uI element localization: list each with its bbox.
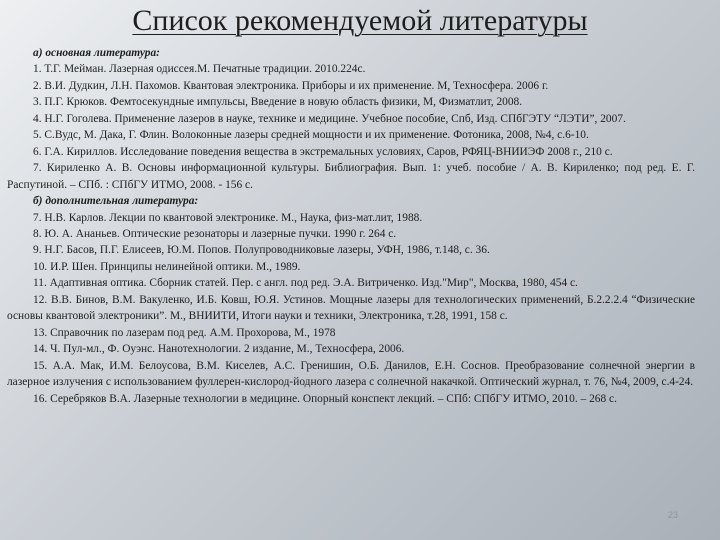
list-item: 16. Серебряков В.А. Лазерные технологии в медицине. Опорный конспект лекций. – СПб: СПбГУ ИТМО, 2010. – 268 с.: [33, 392, 617, 405]
list-item: 11. Адаптивная оптика. Сборник статей. Пер. с англ. под ред. Э.А. Витриченко. Изд."Мир", Москва, 1980, 454 с.: [33, 277, 578, 290]
reference-list: [7, 45, 695, 407]
list-item: 14. Ч. Пул-мл., Ф. Оуэнс. Нанотехнологии. 2 издание, М., Техносфера, 2006.: [33, 343, 405, 356]
list-item: 5. С.Вудс, М. Дака, Г. Флин. Волоконные лазеры средней мощности и их применение. Фотоника, 2008, №4, с.6-10.: [33, 129, 589, 142]
list-item: 12. В.В. Бинов, В.М. Вакуленко, И.Б. Ковш, Ю.Я. Устинов. Мощные лазеры для технологических применений, Б.2.2.2.4 “Физические основы квантовой электроники”. М., ВНИИТИ, Итоги науки и техники, Электроника, т.28, 1991, 158 с.: [7, 293, 695, 323]
list-item: 1. Т.Г. Мейман. Лазерная одиссея.М. Печатные традиции. 2010.224с.: [33, 63, 366, 76]
list-item: 7. Кириленко А. В. Основы информационной культуры. Библиография. Вып. 1: учеб. пособие / А. В. Кириленко; под ред. Е. Г. Распутиной. – СПб. : СПбГУ ИТМО, 2008. - 156 с.: [7, 162, 695, 191]
extra-literature-list: [7, 210, 695, 407]
list-item: 15. А.А. Мак, И.М. Белоусова, В.М. Киселев, А.С. Гренишин, О.Б. Данилов, Е.Н. Соснов. Преобразование солнечной энергии в лазерное излучения с использованием фуллерен-кислород-йодного лазера с солнечной накачкой. Оптический журнал, т. 76, №4, 2009, с.4-24.: [7, 359, 695, 389]
page-title: Список рекомендуемой литературы: [132, 4, 588, 37]
section-heading-main: а) основная литература:: [33, 47, 160, 59]
list-item: 13. Справочник по лазерам под ред. А.М. Прохорова, М., 1978: [33, 326, 336, 339]
list-item: 9. Н.Г. Басов, П.Г. Елисеев, Ю.М. Попов. Полупроводниковые лазеры, УФН, 1986, т.148, с. 36.: [33, 244, 490, 257]
list-item: 6. Г.А. Кириллов. Исследование поведения вещества в экстремальных условиях, Саров, РФЯЦ-ВНИИЭФ 2008 г., 210 с.: [33, 145, 613, 158]
page-number: 23: [667, 510, 678, 520]
section-heading-extra: б) дополнительная литература:: [33, 195, 199, 208]
list-item: 8. Ю. А. Ананьев. Оптические резонаторы и лазерные пучки. 1990 г. 264 с.: [33, 227, 397, 240]
list-item: 2. В.И. Дудкин, Л.Н. Пахомов. Квантовая электроника. Приборы и их применение. М, Техносфера. 2006 г.: [33, 79, 549, 92]
main-literature-list: [7, 61, 695, 193]
list-item: 3. П.Г. Крюков. Фемтосекундные импульсы, Введение в новую область физики, М, Физматлит, 2008.: [33, 96, 523, 109]
list-item: 10. И.Р. Шен. Принципы нелинейной оптики. М., 1989.: [33, 260, 301, 273]
list-item: 7. Н.В. Карлов. Лекции по квантовой электронике. М., Наука, физ-мат.лит, 1988.: [33, 211, 423, 224]
list-item: 4. Н.Г. Гоголева. Применение лазеров в науке, технике и медицине. Учебное пособие, Спб, Изд. СПбГЭТУ “ЛЭТИ”, 2007.: [33, 112, 626, 125]
